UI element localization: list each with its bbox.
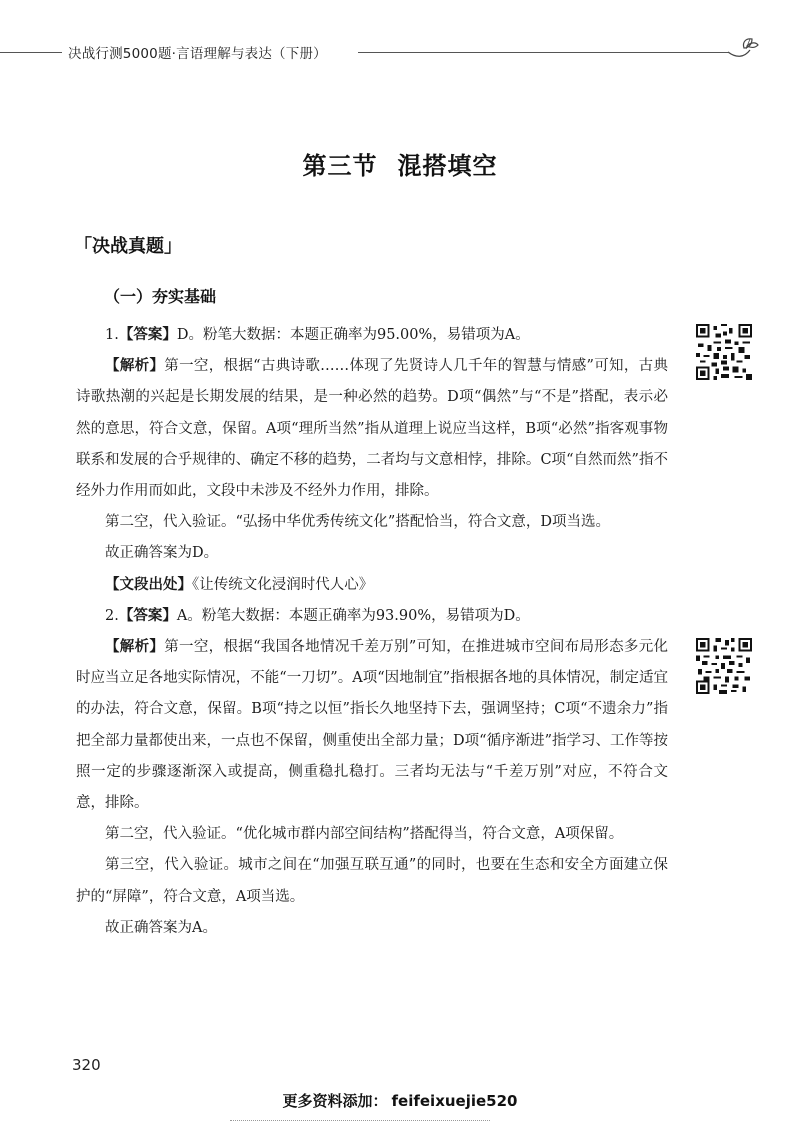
q2-analysis [76,632,668,819]
answer-body [76,320,668,944]
q1-answer-tag: 【答案】 [118,327,177,343]
footer-contact-id: feifeixuejie520 [391,1092,518,1110]
footer-prefix: 更多资料添加： [282,1092,388,1110]
header-rule-right [358,52,728,53]
q2-number: 2. [105,607,119,624]
q1-answer-text: D。粉笔大数据：本题正确率为95.00%，易错项为A。 [176,327,530,343]
q1-answer-line [76,320,668,351]
running-title: 决战行测5000题·言语理解与表达（下册） [68,46,327,62]
qr-code-graphic [696,324,752,380]
section-label: 第三节 [302,152,378,180]
q2-paragraph-4: 故正确答案为A。 [105,919,217,936]
q1-paragraph-3: 故正确答案为D。 [105,545,219,562]
section-title [0,146,800,181]
section-name: 混搭填空 [397,152,498,180]
page-number: 320 [72,1056,101,1074]
q1-source-text: 《让传统文化浸润时代人心》 [192,576,374,593]
q1-analysis-text: 第一空，根据“古典诗歌……体现了先贤诗人几千年的智慧与情感”可知，古典诗歌热潮的兴起是长期发展的结果，是一种必然的趋势。D项“偶然”与“不是”搭配，表示必然的意思，符合文意，保留。A项“理所当然”指从道理上说应当这样，B项“必然”指客观事物联系和发展的合乎规律的、确定不移的趋势，二者均与文意相悖，排除。C项“自然而然”指不经外力作用而如此，文段中未涉及不经外力作用，排除。 [76,358,668,500]
q2-analysis-text: 第一空，根据“我国各地情况千差万别”可知，在推进城市空间布局形态多元化时应当立足各地实际情况，不能“一刀切”。A项“因地制宜”指根据各地的具体情况，制定适宜的办法，符合文意，保留。B项“持之以恒”指长久地坚持下去，强调坚持；C项“不遗余力”指把全部力量都使出来，一点也不保留，侧重使出全部力量；D项“循序渐进”指学习、工作等按照一定的步骤逐渐深入或提高，侧重稳扎稳打。三者均无法与“千差万别”对应，不符合文意，排除。 [76,639,669,812]
footer-divider [230,1120,490,1122]
sprout-icon [726,36,760,62]
q2-answer-text: A。粉笔大数据：本题正确率为93.90%，易错项为D。 [176,607,530,624]
footer-contact [0,1090,800,1111]
q1-number: 1. [105,327,119,343]
q1-source-tag: 【文段出处】 [105,576,192,593]
banner-heading: 「决战真题」 [74,236,182,257]
q2-answer-line [76,601,668,632]
q1-analysis [76,351,668,507]
q2-paragraph-2: 第二空，代入验证。“优化城市群内部空间结构”搭配得当，符合文意，A项保留。 [105,826,624,843]
q2-answer-tag: 【答案】 [118,607,177,624]
qr-code-icon[interactable] [696,324,752,380]
qr-code-graphic [696,638,752,694]
qr-code-icon[interactable] [696,638,752,694]
running-header [0,38,800,68]
header-rule-left [0,52,62,53]
q1-source [76,570,668,601]
q2-paragraph-3: 第三空，代入验证。城市之间在“加强互联互通”的同时，也要在生态和安全方面建立保护的“屏障”，符合文意，A项当选。 [76,857,668,905]
q1-paragraph-2: 第二空，代入验证。“弘扬中华优秀传统文化”搭配恰当，符合文意，D项当选。 [105,514,610,531]
subsection-heading: （一）夯实基础 [104,287,217,306]
q1-analysis-tag: 【解析】 [105,358,165,375]
q2-analysis-tag: 【解析】 [105,639,165,656]
